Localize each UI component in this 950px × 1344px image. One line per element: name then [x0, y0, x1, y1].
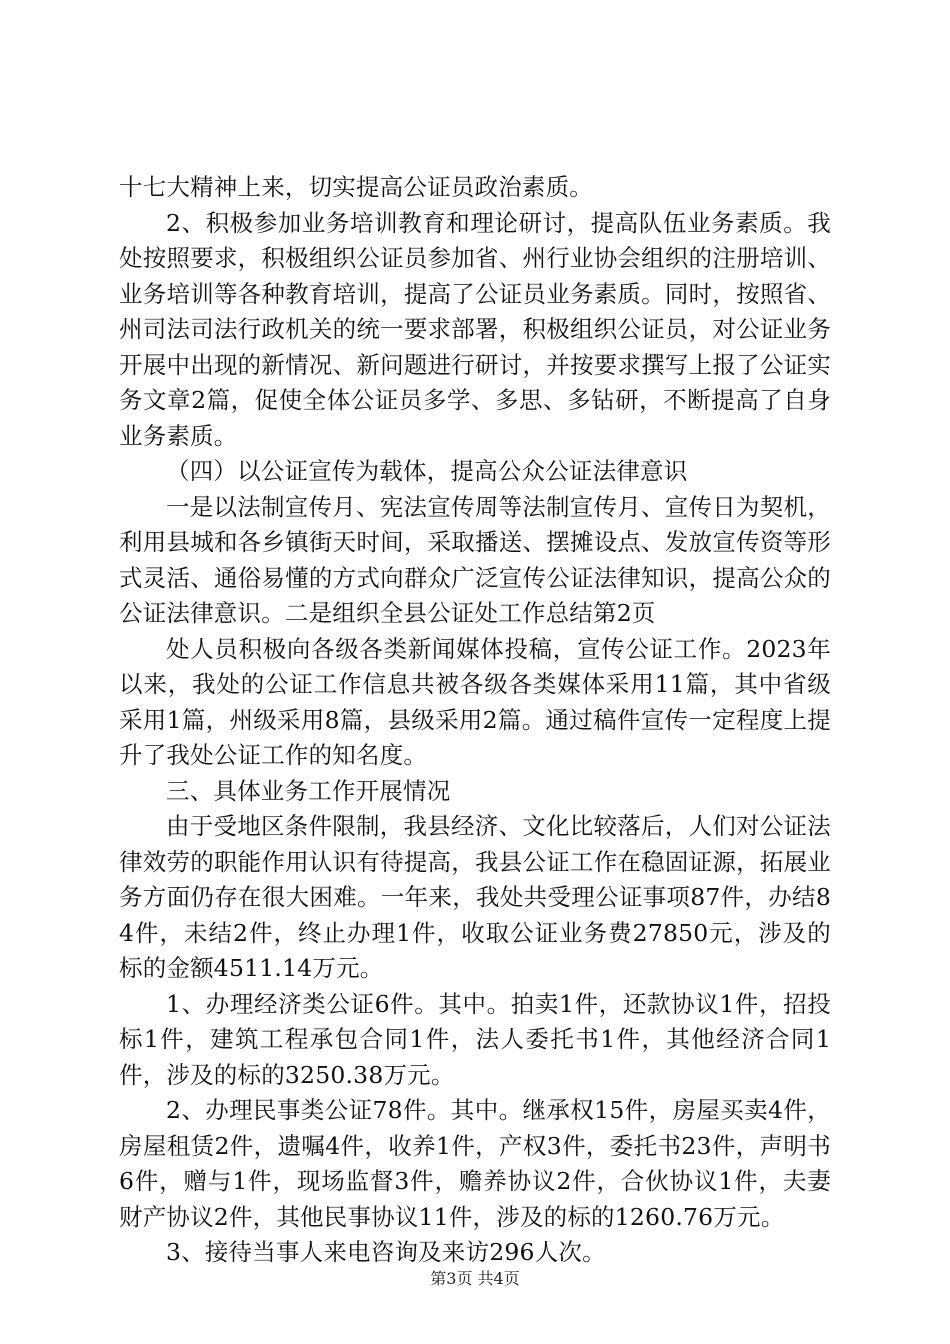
paragraph-economic-notarization: 1、办理经济类公证6件。其中。拍卖1件，还款协议1件，招投标1件，建筑工程承包合同1件，法人委托书1件，其他经济合同1件，涉及的标的3250.38万元。 — [119, 989, 831, 1089]
paragraph-business-overview: 由于受地区条件限制，我县经济、文化比较落后，人们对公证法律效劳的职能作用认识有待提高，我县公证工作在稳固证源，拓展业务方面仍存在很大困难。一年来，我处共受理公证事项87件，办结84件，未结2件，终止办理1件，收取公证业务费27850元，涉及的标的金额4511.14万元。 — [119, 812, 831, 982]
paragraph-civil-notarization: 2、办理民事类公证78件。其中。继承权15件，房屋买卖4件，房屋租赁2件，遗嘱4件，收养1件，产权3件，委托书23件，声明书6件，赠与1件，现场监督3件，赡养协议2件，合伙协议1件，夫妻财产协议2件，其他民事协议11件，涉及的标的1260.76万元。 — [119, 1096, 831, 1231]
paragraph-consultation: 3、接待当事人来电咨询及来访296人次。 — [166, 1238, 606, 1266]
paragraph-publicity-2: 处人员积极向各级各类新闻媒体投稿，宣传公证工作。2023年以来，我处的公证工作信息共被各级各类媒体采用11篇，其中省级采用1篇，州级采用8篇，县级采用2篇。通过稿件宣传一定程度上提升了我处公证工作的知名度。 — [119, 634, 831, 769]
paragraph-continuation: 十七大精神上来，切实提高公证员政治素质。 — [119, 173, 593, 201]
page-footer: 第3页 共4页 — [430, 1269, 520, 1288]
paragraph-publicity-1: 一是以法制宣传月、宪法宣传周等法制宣传月、宣传日为契机，利用县城和各乡镇街天时间，采取播送、摆摊设点、发放宣传资等形式灵活、通俗易懂的方式向群众广泛宣传公证法律知识，提高公众的公证法律意识。二是组织全县公证处工作总结第2页 — [119, 492, 831, 627]
section-heading-business: 三、具体业务工作开展情况 — [166, 776, 451, 805]
paragraph-training: 2、积极参加业务培训教育和理论研讨，提高队伍业务素质。我处按照要求，积极组织公证员参加省、州行业协会组织的注册培训、业务培训等各种教育培训，提高了公证员业务素质。同时，按照省、州司法司法行政机关的统一要求部署，积极组织公证员，对公证业务开展中出现的新情况、新问题进行研讨，并按要求撰写上报了公证实务文章2篇，促使全体公证员多学、多思、多钻研，不断提高了自身业务素质。 — [119, 208, 831, 450]
section-heading-publicity: （四）以公证宣传为载体，提高公众公证法律意识 — [166, 457, 688, 485]
document-body — [119, 170, 831, 1271]
